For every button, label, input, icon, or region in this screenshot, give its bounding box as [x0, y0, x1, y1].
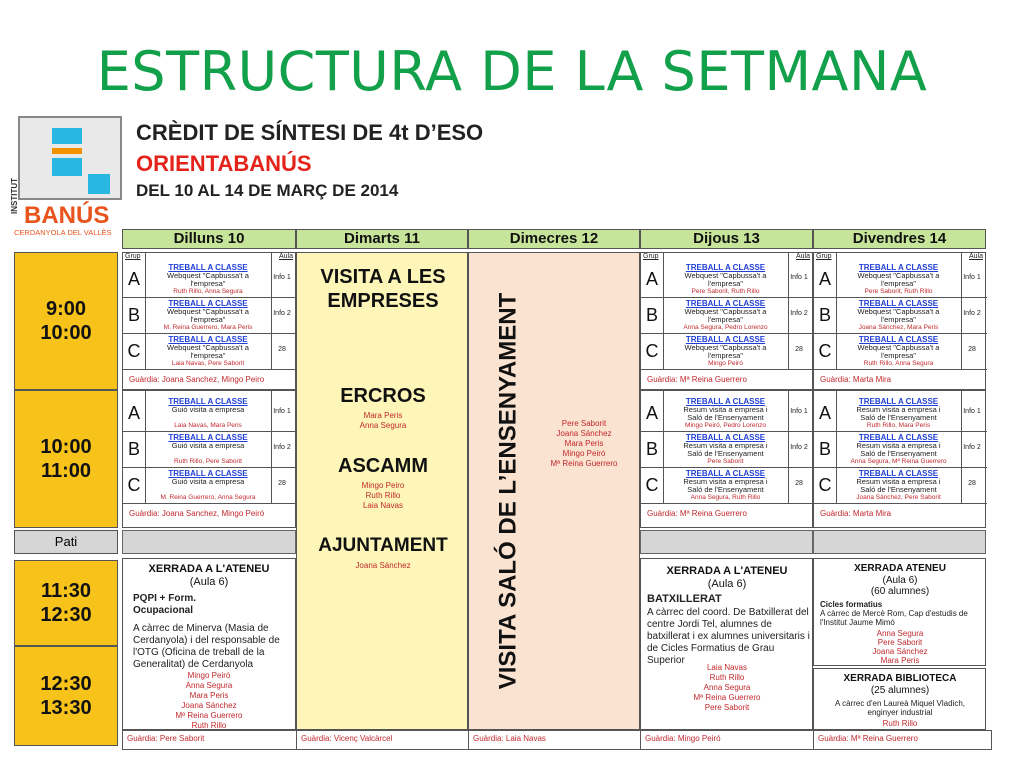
- row-divider: [123, 369, 297, 370]
- activity-title: TREBALL A CLASSE: [858, 433, 939, 442]
- activity-description: Resum visita a empresa i Saló de l'Ensenyament: [683, 405, 768, 422]
- row-divider: [814, 297, 987, 298]
- row-divider: [123, 333, 297, 334]
- group-letter: B: [127, 439, 140, 459]
- dimecres-teacher: Joana Sánchez: [556, 429, 612, 438]
- activity-description: Guió visita a empresa: [171, 477, 245, 486]
- dimarts-ercros: ERCROS: [340, 385, 426, 407]
- dijous-slot-2: [640, 390, 813, 528]
- activity-title: TREBALL A CLASSE: [685, 299, 766, 308]
- dilluns-slot-1: [122, 252, 296, 390]
- logo-name: BANÚS: [24, 202, 110, 229]
- xerrada-students: (60 alumnes): [870, 586, 930, 597]
- classroom: Info 2: [963, 444, 981, 451]
- footer-guardia-divendres: Guàrdia: Mª Reina Guerrero: [813, 730, 992, 750]
- xerrada-teacher: Pere Saborit: [704, 703, 750, 712]
- dimecres-teacher: Pere Saborit: [561, 419, 607, 428]
- logo-institut-text: INSTITUT: [10, 178, 19, 214]
- xerrada-teacher: Anna Segura: [185, 681, 233, 690]
- xerrada-audience: Cicles formatius: [820, 600, 883, 609]
- divendres-slot-1: [813, 252, 986, 390]
- assigned-teachers: Laia Navas, Mara Peris: [174, 422, 242, 429]
- assigned-teachers: Pere Saborit: [707, 458, 744, 465]
- guardia-note: Guàrdia: Joana Sanchez, Mingo Peiro: [129, 375, 265, 384]
- group-letter: A: [818, 269, 831, 289]
- activity-title: TREBALL A CLASSE: [858, 469, 939, 478]
- xerrada-title: XERRADA A L'ATENEU: [666, 565, 788, 577]
- group-letter: A: [127, 403, 140, 423]
- xerrada-teacher: Anna Segura: [876, 629, 924, 638]
- activity-title: TREBALL A CLASSE: [685, 335, 766, 344]
- classroom: 28: [278, 480, 286, 487]
- group-letter: C: [645, 341, 659, 361]
- aula-column-header: Aula: [968, 253, 983, 260]
- xerrada-audience: BATXILLERAT: [647, 593, 722, 605]
- assigned-teachers: Anna Segura, Ruth Rillo: [690, 494, 761, 501]
- row-divider: [814, 369, 987, 370]
- ercros-teacher: Anna Segura: [359, 421, 407, 430]
- assigned-teachers: M. Reina Guerrero, Mara Peris: [163, 324, 253, 331]
- day-header-dijous: Dijous 13: [640, 229, 813, 249]
- footer-guardia-dijous: Guàrdia: Mingo Peiró: [640, 730, 819, 750]
- xerrada-aula: (Aula 6): [707, 578, 747, 590]
- time-start: 9:00: [45, 298, 87, 320]
- time-end: 11:00: [40, 460, 92, 482]
- xerrada-teacher: Mara Peris: [189, 691, 229, 700]
- ercros-teacher: Mara Peris: [363, 411, 403, 420]
- group-letter: A: [818, 403, 831, 423]
- logo-building-graphic: [18, 116, 122, 200]
- date-range: DEL 10 AL 14 DE MARÇ DE 2014: [136, 181, 399, 200]
- xerrada-description: A càrrec del coord. De Batxillerat del centre Jordi Tel, alumnes de batxillerat i ex alumnes universitaris i de Cicles Formatius de Grau Superior: [647, 607, 810, 666]
- activity-title: TREBALL A CLASSE: [858, 299, 939, 308]
- activity-description: Resum visita a empresa i Saló de l'Ensenyament: [856, 441, 941, 458]
- group-letter: A: [645, 269, 658, 289]
- classroom: Info 1: [790, 408, 808, 415]
- group-letter: A: [645, 403, 658, 423]
- xerrada-teacher: Mª Reina Guerrero: [175, 711, 243, 720]
- assigned-teachers: Joana Sánchez, Mara Peris: [858, 324, 939, 331]
- activity-description: Webquest "Capbussa't a l'empresa": [857, 343, 940, 360]
- classroom: Info 1: [273, 408, 291, 415]
- xerrada-description: A càrrec de Mercè Rom, Cap d'estudis de l'Institut Jaume Mimó: [820, 609, 968, 627]
- time-start: 11:30: [40, 580, 92, 602]
- time-slot-3: [14, 560, 118, 646]
- activity-title: TREBALL A CLASSE: [168, 263, 248, 272]
- xerrada-teacher: Mingo Peiró: [187, 671, 231, 680]
- row-divider: [123, 467, 297, 468]
- group-letter: C: [645, 475, 659, 495]
- activity-description: Resum visita a empresa i Saló de l'Ensenyament: [856, 405, 941, 422]
- classroom: Info 2: [790, 444, 808, 451]
- assigned-teachers: Ruth Rillo, Anna Segura: [173, 288, 243, 295]
- day-header-divendres: Divendres 14: [813, 229, 986, 249]
- time-slot-4: [14, 646, 118, 746]
- activity-title: TREBALL A CLASSE: [168, 433, 248, 442]
- row-divider: [814, 333, 987, 334]
- dimecres-column: [468, 252, 640, 730]
- row-divider: [814, 467, 987, 468]
- activity-description: Webquest "Capbussa't a l'empresa": [684, 307, 767, 324]
- group-letter: A: [127, 269, 140, 289]
- biblioteca-description: A càrrec d'en Laureà Miquel Vladich, enginyer industrial: [834, 699, 966, 717]
- xerrada-teacher: Laia Navas: [706, 663, 748, 672]
- group-letter: B: [818, 305, 831, 325]
- row-divider: [814, 431, 987, 432]
- assigned-teachers: Pere Saborit, Ruth Rillo: [691, 288, 760, 295]
- dimecres-teacher: Mª Reina Guerrero: [550, 459, 618, 468]
- time-start: 10:00: [40, 436, 92, 458]
- cell-divider: [145, 391, 146, 503]
- guardia-note: Guàrdia: Marta Mira: [820, 375, 892, 384]
- dimecres-teacher: Mingo Peiró: [562, 449, 606, 458]
- row-divider: [641, 503, 814, 504]
- activity-description: Webquest "Capbussa't a l'empresa": [167, 271, 249, 288]
- assigned-teachers: Pere Saborit, Ruth Rillo: [864, 288, 933, 295]
- guardia-note: Guàrdia: Mª Reina Guerrero: [647, 509, 747, 518]
- dimarts-ajuntament: AJUNTAMENT: [318, 535, 448, 556]
- row-divider: [641, 369, 814, 370]
- xerrada-teacher: Ruth Rillo: [709, 673, 745, 682]
- xerrada-audience: PQPI + Form. Ocupacional: [133, 593, 197, 616]
- xerrada-title: XERRADA ATENEU: [854, 563, 946, 574]
- assigned-teachers: Ruth Rillo, Pere Saborit: [174, 458, 242, 465]
- divendres-slot-2: [813, 390, 986, 528]
- activity-description: Webquest "Capbussa't a l'empresa": [684, 343, 767, 360]
- xerrada-description: A càrrec de Minerva (Masia de Cerdanyola) i del responsable de l'OTG (Oficina de treball de la Generalitat) de Cerdanyola: [133, 623, 280, 670]
- divendres-biblioteca-block: [813, 668, 986, 730]
- assigned-teachers: Joana Sánchez, Pere Saborit: [856, 494, 941, 501]
- slide-title: ESTRUCTURA DE LA SETMANA: [96, 40, 928, 103]
- guardia-note: Guàrdia: Mª Reina Guerrero: [647, 375, 747, 384]
- xerrada-title: XERRADA A L'ATENEU: [148, 563, 270, 575]
- group-letter: C: [818, 475, 832, 495]
- activity-description: Guió visita a empresa: [171, 405, 245, 414]
- row-divider: [814, 503, 987, 504]
- pati-band: [640, 530, 813, 554]
- footer-guardia-dimarts: Guàrdia: Vicenç Valcàrcel: [296, 730, 474, 750]
- institut-banus-logo: [10, 114, 122, 242]
- time-slot-2: [14, 390, 118, 528]
- activity-title: TREBALL A CLASSE: [858, 397, 939, 406]
- activity-title: TREBALL A CLASSE: [168, 335, 248, 344]
- activity-title: TREBALL A CLASSE: [168, 299, 248, 308]
- activity-title: TREBALL A CLASSE: [168, 397, 248, 406]
- dimecres-visita-salo: VISITA SALÓ DE L’ENSENYAMENT: [494, 292, 522, 690]
- assigned-teachers: Ruth Rillo, Anna Segura: [863, 360, 934, 367]
- time-end: 13:30: [40, 697, 92, 719]
- xerrada-teacher: Ruth Rillo: [191, 721, 227, 730]
- assigned-teachers: Anna Segura, Mª Reina Guerrero: [850, 458, 947, 465]
- pati-band: [122, 530, 296, 554]
- classroom: 28: [968, 480, 976, 487]
- ajuntament-teacher: Joana Sánchez: [355, 561, 411, 570]
- row-divider: [641, 467, 814, 468]
- xerrada-teacher: Mara Peris: [880, 656, 920, 665]
- row-divider: [123, 503, 297, 504]
- xerrada-teacher: Anna Segura: [703, 683, 751, 692]
- aula-column-header: Aula: [278, 253, 293, 260]
- activity-description: Webquest "Capbussa't a l'empresa": [167, 343, 249, 360]
- cell-divider: [145, 253, 146, 369]
- credit-title: CRÈDIT DE SÍNTESI DE 4t D’ESO: [136, 120, 484, 145]
- cell-divider: [836, 391, 837, 503]
- pati-band: [813, 530, 986, 554]
- cell-divider: [663, 253, 664, 369]
- xerrada-teacher: Pere Saborit: [877, 638, 923, 647]
- activity-description: Webquest "Capbussa't a l'empresa": [684, 271, 767, 288]
- classroom: 28: [795, 346, 803, 353]
- biblioteca-students: (25 alumnes): [870, 685, 930, 696]
- assigned-teachers: Mingo Peiró: [708, 360, 743, 367]
- assigned-teachers: Mingo Peiró, Pedro Lorenzo: [685, 422, 766, 429]
- group-letter: C: [818, 341, 832, 361]
- dimecres-teacher: Mara Peris: [564, 439, 604, 448]
- aula-column-header: Aula: [795, 253, 810, 260]
- activity-title: TREBALL A CLASSE: [685, 433, 766, 442]
- classroom: Info 2: [963, 310, 981, 317]
- footer-guardia-dimecres: Guàrdia: Laia Navas: [468, 730, 646, 750]
- group-letter: B: [645, 305, 658, 325]
- classroom: Info 1: [963, 274, 981, 281]
- ascamm-teacher: Ruth Rillo: [365, 491, 401, 500]
- logo-city: CERDANYOLA DEL VALLÈS: [14, 228, 112, 237]
- biblioteca-title: XERRADA BIBLIOTECA: [843, 673, 957, 684]
- cell-divider: [836, 253, 837, 369]
- dimarts-visita: VISITA A LES EMPRESES: [320, 266, 446, 312]
- ascamm-teacher: Mingo Peiro: [361, 481, 405, 490]
- activity-description: Webquest "Capbussa't a l'empresa": [857, 307, 940, 324]
- classroom: Info 1: [273, 274, 291, 281]
- group-letter: B: [127, 305, 140, 325]
- row-divider: [641, 431, 814, 432]
- classroom: 28: [795, 480, 803, 487]
- activity-description: Resum visita a empresa i Saló de l'Ensenyament: [683, 477, 768, 494]
- activity-description: Webquest "Capbussa't a l'empresa": [857, 271, 940, 288]
- row-divider: [641, 297, 814, 298]
- day-header-dilluns: Dilluns 10: [122, 229, 296, 249]
- grup-column-header: Grup: [816, 253, 832, 260]
- dilluns-xerrada-block: [122, 558, 296, 730]
- classroom: Info 2: [273, 444, 291, 451]
- xerrada-teacher: Mª Reina Guerrero: [693, 693, 761, 702]
- day-header-dimarts: Dimarts 11: [296, 229, 468, 249]
- guardia-note: Guàrdia: Marta Mira: [820, 509, 892, 518]
- time-end: 12:30: [40, 604, 92, 626]
- classroom: Info 1: [790, 274, 808, 281]
- cell-divider: [663, 391, 664, 503]
- group-letter: B: [818, 439, 831, 459]
- xerrada-aula: (Aula 6): [189, 576, 229, 588]
- day-header-dimecres: Dimecres 12: [468, 229, 640, 249]
- xerrada-teacher: Joana Sánchez: [872, 647, 928, 656]
- time-start: 12:30: [40, 673, 92, 695]
- group-letter: C: [127, 341, 141, 361]
- dijous-xerrada-block: [640, 558, 813, 730]
- time-slot-1: [14, 252, 118, 390]
- activity-title: TREBALL A CLASSE: [858, 335, 939, 344]
- activity-title: TREBALL A CLASSE: [858, 263, 939, 272]
- classroom: Info 2: [273, 310, 291, 317]
- dimarts-column: [296, 252, 468, 730]
- group-letter: C: [127, 475, 141, 495]
- xerrada-aula: (Aula 6): [882, 575, 918, 586]
- activity-description: Webquest "Capbussa't a l'empresa": [167, 307, 249, 324]
- activity-title: TREBALL A CLASSE: [685, 397, 766, 406]
- activity-title: TREBALL A CLASSE: [168, 469, 248, 478]
- classroom: Info 2: [790, 310, 808, 317]
- classroom: Info 1: [963, 408, 981, 415]
- footer-guardia-dilluns: Guàrdia: Pere Saborit: [122, 730, 302, 750]
- xerrada-teacher: Joana Sánchez: [181, 701, 237, 710]
- classroom: 28: [278, 346, 286, 353]
- row-divider: [641, 333, 814, 334]
- assigned-teachers: Ruth Rillo, Mara Peris: [866, 422, 931, 429]
- activity-description: Resum visita a empresa i Saló de l'Ensenyament: [856, 477, 941, 494]
- time-slot-pati: Pati: [14, 530, 118, 554]
- activity-title: TREBALL A CLASSE: [685, 263, 766, 272]
- assigned-teachers: M. Reina Guerrero, Anna Segura: [160, 494, 256, 501]
- activity-title: TREBALL A CLASSE: [685, 469, 766, 478]
- dimarts-ascamm: ASCAMM: [338, 455, 428, 477]
- row-divider: [123, 431, 297, 432]
- guardia-note: Guàrdia: Joana Sanchez, Mingo Peiró: [129, 509, 265, 518]
- dijous-slot-1: [640, 252, 813, 390]
- assigned-teachers: Laia Navas, Pere Saborit: [171, 360, 245, 367]
- assigned-teachers: Anna Segura, Pedro Lorenzo: [683, 324, 768, 331]
- divendres-xerrada-block: [813, 558, 986, 666]
- ascamm-teacher: Laia Navas: [362, 501, 404, 510]
- project-name: ORIENTABANÚS: [136, 151, 312, 176]
- group-letter: B: [645, 439, 658, 459]
- activity-description: Guió visita a empresa: [171, 441, 245, 450]
- grup-column-header: Grup: [125, 253, 141, 260]
- time-end: 10:00: [40, 322, 92, 344]
- grup-column-header: Grup: [643, 253, 659, 260]
- activity-description: Resum visita a empresa i Saló de l'Ensenyament: [683, 441, 768, 458]
- dilluns-slot-2: [122, 390, 296, 528]
- classroom: 28: [968, 346, 976, 353]
- biblioteca-teacher: Ruth Rillo: [882, 719, 918, 728]
- row-divider: [123, 297, 297, 298]
